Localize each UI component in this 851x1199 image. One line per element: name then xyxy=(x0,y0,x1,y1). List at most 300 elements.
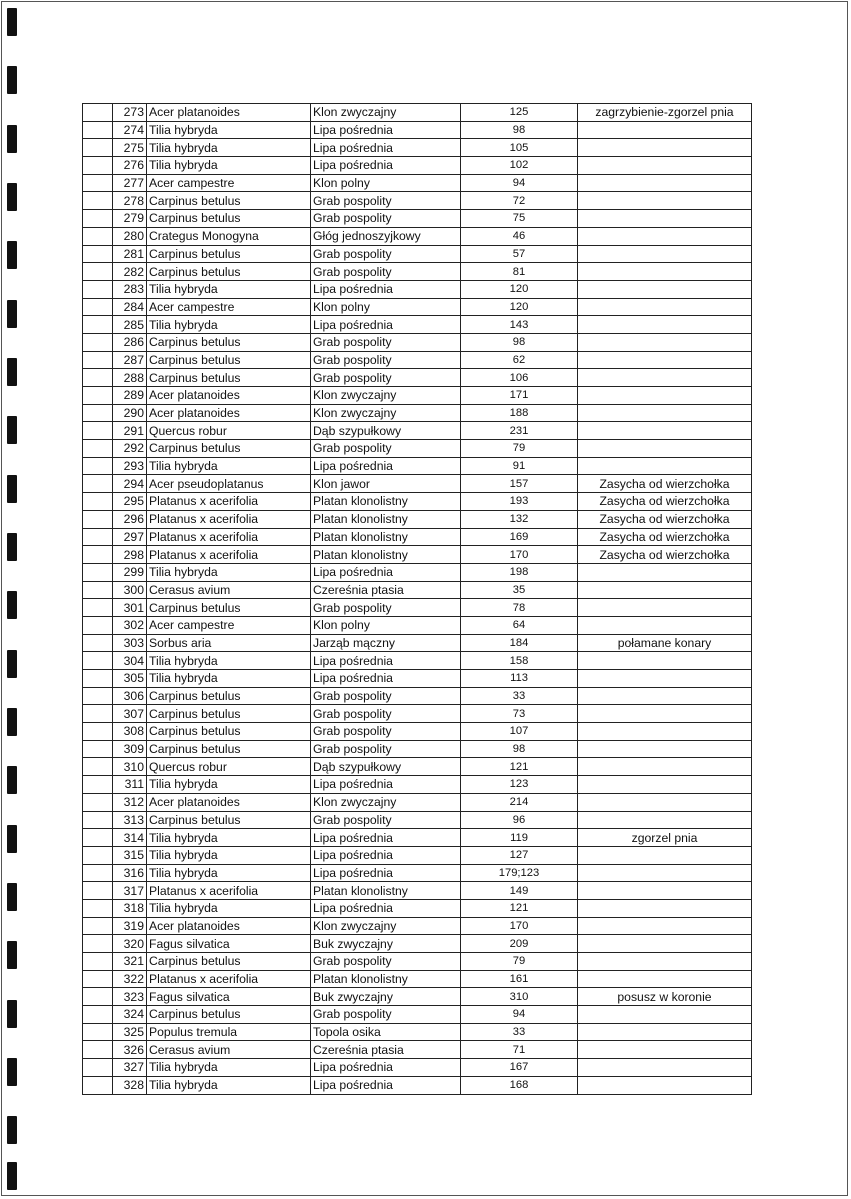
circumference-cell: 46 xyxy=(461,227,578,245)
polish-name-cell: Lipa pośrednia xyxy=(311,864,461,882)
polish-name-cell: Platan klonolistny xyxy=(311,546,461,564)
blank-cell xyxy=(83,776,113,794)
polish-name-cell: Platan klonolistny xyxy=(311,493,461,511)
note-cell xyxy=(578,670,752,688)
circumference-cell: 168 xyxy=(461,1076,578,1094)
tree-number-cell: 328 xyxy=(113,1076,147,1094)
blank-cell xyxy=(83,652,113,670)
latin-name-cell: Carpinus betulus xyxy=(147,210,311,228)
circumference-cell: 158 xyxy=(461,652,578,670)
tree-number-cell: 304 xyxy=(113,652,147,670)
tree-number-cell: 322 xyxy=(113,970,147,988)
polish-name-cell: Platan klonolistny xyxy=(311,970,461,988)
table-row xyxy=(83,917,752,935)
polish-name-cell: Grab pospolity xyxy=(311,705,461,723)
note-cell: Zasycha od wierzchołka xyxy=(578,546,752,564)
tree-number-cell: 281 xyxy=(113,245,147,263)
circumference-cell: 75 xyxy=(461,210,578,228)
note-cell xyxy=(578,776,752,794)
circumference-cell: 98 xyxy=(461,740,578,758)
note-cell xyxy=(578,935,752,953)
note-cell xyxy=(578,298,752,316)
polish-name-cell: Lipa pośrednia xyxy=(311,139,461,157)
note-cell xyxy=(578,1041,752,1059)
blank-cell xyxy=(83,227,113,245)
tree-number-cell: 298 xyxy=(113,546,147,564)
blank-cell xyxy=(83,1006,113,1024)
polish-name-cell: Klon polny xyxy=(311,298,461,316)
tree-number-cell: 310 xyxy=(113,758,147,776)
blank-cell xyxy=(83,1041,113,1059)
note-cell xyxy=(578,864,752,882)
latin-name-cell: Carpinus betulus xyxy=(147,440,311,458)
punch-mark xyxy=(7,766,17,794)
circumference-cell: 106 xyxy=(461,369,578,387)
table-row xyxy=(83,864,752,882)
table-row xyxy=(83,263,752,281)
polish-name-cell: Grab pospolity xyxy=(311,210,461,228)
latin-name-cell: Fagus silvatica xyxy=(147,988,311,1006)
tree-number-cell: 274 xyxy=(113,121,147,139)
punch-mark xyxy=(7,183,17,211)
note-cell xyxy=(578,333,752,351)
blank-cell xyxy=(83,404,113,422)
circumference-cell: 94 xyxy=(461,1006,578,1024)
table-row xyxy=(83,793,752,811)
table-row xyxy=(83,846,752,864)
punch-mark xyxy=(7,416,17,444)
note-cell xyxy=(578,846,752,864)
note-cell: Zasycha od wierzchołka xyxy=(578,510,752,528)
table-row xyxy=(83,882,752,900)
table-row xyxy=(83,970,752,988)
note-cell xyxy=(578,581,752,599)
circumference-cell: 127 xyxy=(461,846,578,864)
latin-name-cell: Carpinus betulus xyxy=(147,192,311,210)
tree-number-cell: 326 xyxy=(113,1041,147,1059)
circumference-cell: 167 xyxy=(461,1059,578,1077)
binder-punch-marks xyxy=(7,0,19,1199)
latin-name-cell: Tilia hybryda xyxy=(147,457,311,475)
blank-cell xyxy=(83,121,113,139)
circumference-cell: 81 xyxy=(461,263,578,281)
polish-name-cell: Lipa pośrednia xyxy=(311,280,461,298)
polish-name-cell: Grab pospolity xyxy=(311,245,461,263)
polish-name-cell: Klon polny xyxy=(311,174,461,192)
blank-cell xyxy=(83,333,113,351)
circumference-cell: 120 xyxy=(461,280,578,298)
tree-number-cell: 318 xyxy=(113,899,147,917)
tree-number-cell: 280 xyxy=(113,227,147,245)
tree-number-cell: 292 xyxy=(113,440,147,458)
blank-cell xyxy=(83,298,113,316)
note-cell xyxy=(578,652,752,670)
tree-number-cell: 309 xyxy=(113,740,147,758)
latin-name-cell: Carpinus betulus xyxy=(147,333,311,351)
latin-name-cell: Tilia hybryda xyxy=(147,776,311,794)
note-cell xyxy=(578,157,752,175)
blank-cell xyxy=(83,174,113,192)
circumference-cell: 96 xyxy=(461,811,578,829)
punch-mark xyxy=(7,708,17,736)
tree-number-cell: 287 xyxy=(113,351,147,369)
polish-name-cell: Czereśnia ptasia xyxy=(311,581,461,599)
blank-cell xyxy=(83,157,113,175)
blank-cell xyxy=(83,263,113,281)
tree-number-cell: 303 xyxy=(113,634,147,652)
table-row xyxy=(83,510,752,528)
circumference-cell: 119 xyxy=(461,829,578,847)
tree-number-cell: 320 xyxy=(113,935,147,953)
polish-name-cell: Grab pospolity xyxy=(311,811,461,829)
blank-cell xyxy=(83,422,113,440)
tree-number-cell: 288 xyxy=(113,369,147,387)
tree-number-cell: 302 xyxy=(113,616,147,634)
note-cell xyxy=(578,970,752,988)
punch-mark xyxy=(7,1116,17,1144)
polish-name-cell: Klon zwyczajny xyxy=(311,387,461,405)
table-row xyxy=(83,174,752,192)
table-row xyxy=(83,1076,752,1094)
note-cell xyxy=(578,687,752,705)
latin-name-cell: Carpinus betulus xyxy=(147,245,311,263)
blank-cell xyxy=(83,953,113,971)
circumference-cell: 198 xyxy=(461,563,578,581)
circumference-cell: 121 xyxy=(461,758,578,776)
circumference-cell: 35 xyxy=(461,581,578,599)
blank-cell xyxy=(83,705,113,723)
circumference-cell: 169 xyxy=(461,528,578,546)
table-row xyxy=(83,563,752,581)
latin-name-cell: Acer campestre xyxy=(147,174,311,192)
note-cell xyxy=(578,616,752,634)
latin-name-cell: Platanus x acerifolia xyxy=(147,882,311,900)
circumference-cell: 209 xyxy=(461,935,578,953)
table-row xyxy=(83,280,752,298)
table-row xyxy=(83,245,752,263)
polish-name-cell: Grab pospolity xyxy=(311,723,461,741)
circumference-cell: 193 xyxy=(461,493,578,511)
blank-cell xyxy=(83,493,113,511)
punch-mark xyxy=(7,650,17,678)
blank-cell xyxy=(83,440,113,458)
table-row xyxy=(83,599,752,617)
note-cell xyxy=(578,404,752,422)
note-cell xyxy=(578,351,752,369)
latin-name-cell: Platanus x acerifolia xyxy=(147,528,311,546)
blank-cell xyxy=(83,581,113,599)
punch-mark xyxy=(7,475,17,503)
table-row xyxy=(83,157,752,175)
table-row xyxy=(83,546,752,564)
latin-name-cell: Tilia hybryda xyxy=(147,670,311,688)
note-cell xyxy=(578,705,752,723)
polish-name-cell: Platan klonolistny xyxy=(311,882,461,900)
circumference-cell: 33 xyxy=(461,1023,578,1041)
punch-mark xyxy=(7,941,17,969)
blank-cell xyxy=(83,670,113,688)
table-row xyxy=(83,616,752,634)
table-row xyxy=(83,652,752,670)
blank-cell xyxy=(83,723,113,741)
tree-number-cell: 324 xyxy=(113,1006,147,1024)
blank-cell xyxy=(83,988,113,1006)
note-cell xyxy=(578,599,752,617)
blank-cell xyxy=(83,528,113,546)
table-row xyxy=(83,581,752,599)
latin-name-cell: Cerasus avium xyxy=(147,1041,311,1059)
table-row xyxy=(83,104,752,122)
polish-name-cell: Jarząb mączny xyxy=(311,634,461,652)
latin-name-cell: Tilia hybryda xyxy=(147,157,311,175)
note-cell xyxy=(578,422,752,440)
latin-name-cell: Tilia hybryda xyxy=(147,846,311,864)
circumference-cell: 170 xyxy=(461,917,578,935)
circumference-cell: 91 xyxy=(461,457,578,475)
table-row xyxy=(83,457,752,475)
tree-number-cell: 314 xyxy=(113,829,147,847)
table-row xyxy=(83,298,752,316)
circumference-cell: 73 xyxy=(461,705,578,723)
circumference-cell: 120 xyxy=(461,298,578,316)
latin-name-cell: Crategus Monogyna xyxy=(147,227,311,245)
polish-name-cell: Lipa pośrednia xyxy=(311,899,461,917)
note-cell: połamane konary xyxy=(578,634,752,652)
circumference-cell: 121 xyxy=(461,899,578,917)
polish-name-cell: Lipa pośrednia xyxy=(311,457,461,475)
tree-number-cell: 313 xyxy=(113,811,147,829)
table-row xyxy=(83,829,752,847)
note-cell xyxy=(578,457,752,475)
polish-name-cell: Czereśnia ptasia xyxy=(311,1041,461,1059)
punch-mark xyxy=(7,591,17,619)
table-row xyxy=(83,1006,752,1024)
latin-name-cell: Tilia hybryda xyxy=(147,563,311,581)
blank-cell xyxy=(83,192,113,210)
latin-name-cell: Carpinus betulus xyxy=(147,953,311,971)
blank-cell xyxy=(83,882,113,900)
table-row xyxy=(83,811,752,829)
punch-mark xyxy=(7,66,17,94)
tree-number-cell: 312 xyxy=(113,793,147,811)
latin-name-cell: Platanus x acerifolia xyxy=(147,546,311,564)
table-row xyxy=(83,687,752,705)
latin-name-cell: Tilia hybryda xyxy=(147,899,311,917)
note-cell xyxy=(578,139,752,157)
table-row xyxy=(83,988,752,1006)
table-row xyxy=(83,422,752,440)
tree-number-cell: 315 xyxy=(113,846,147,864)
latin-name-cell: Acer platanoides xyxy=(147,917,311,935)
latin-name-cell: Tilia hybryda xyxy=(147,1059,311,1077)
note-cell xyxy=(578,1006,752,1024)
blank-cell xyxy=(83,793,113,811)
blank-cell xyxy=(83,616,113,634)
note-cell xyxy=(578,121,752,139)
circumference-cell: 170 xyxy=(461,546,578,564)
latin-name-cell: Tilia hybryda xyxy=(147,864,311,882)
latin-name-cell: Carpinus betulus xyxy=(147,263,311,281)
blank-cell xyxy=(83,245,113,263)
table-row xyxy=(83,121,752,139)
note-cell xyxy=(578,811,752,829)
polish-name-cell: Dąb szypułkowy xyxy=(311,422,461,440)
note-cell xyxy=(578,917,752,935)
note-cell xyxy=(578,280,752,298)
table-row xyxy=(83,705,752,723)
tree-number-cell: 323 xyxy=(113,988,147,1006)
table-row xyxy=(83,634,752,652)
note-cell xyxy=(578,316,752,334)
note-cell: Zasycha od wierzchołka xyxy=(578,493,752,511)
polish-name-cell: Klon jawor xyxy=(311,475,461,493)
blank-cell xyxy=(83,351,113,369)
note-cell xyxy=(578,387,752,405)
note-cell xyxy=(578,192,752,210)
circumference-cell: 161 xyxy=(461,970,578,988)
polish-name-cell: Platan klonolistny xyxy=(311,510,461,528)
latin-name-cell: Platanus x acerifolia xyxy=(147,493,311,511)
tree-number-cell: 308 xyxy=(113,723,147,741)
punch-mark xyxy=(7,241,17,269)
circumference-cell: 72 xyxy=(461,192,578,210)
circumference-cell: 94 xyxy=(461,174,578,192)
table-row xyxy=(83,740,752,758)
circumference-cell: 62 xyxy=(461,351,578,369)
table-row xyxy=(83,953,752,971)
circumference-cell: 78 xyxy=(461,599,578,617)
blank-cell xyxy=(83,510,113,528)
note-cell: zgorzel pnia xyxy=(578,829,752,847)
tree-number-cell: 321 xyxy=(113,953,147,971)
polish-name-cell: Klon zwyczajny xyxy=(311,404,461,422)
note-cell xyxy=(578,758,752,776)
latin-name-cell: Acer platanoides xyxy=(147,793,311,811)
blank-cell xyxy=(83,563,113,581)
table-row xyxy=(83,899,752,917)
blank-cell xyxy=(83,1076,113,1094)
latin-name-cell: Tilia hybryda xyxy=(147,316,311,334)
latin-name-cell: Tilia hybryda xyxy=(147,652,311,670)
circumference-cell: 184 xyxy=(461,634,578,652)
latin-name-cell: Carpinus betulus xyxy=(147,723,311,741)
polish-name-cell: Grab pospolity xyxy=(311,192,461,210)
tree-number-cell: 311 xyxy=(113,776,147,794)
tree-number-cell: 293 xyxy=(113,457,147,475)
blank-cell xyxy=(83,899,113,917)
latin-name-cell: Fagus silvatica xyxy=(147,935,311,953)
polish-name-cell: Grab pospolity xyxy=(311,740,461,758)
tree-number-cell: 278 xyxy=(113,192,147,210)
polish-name-cell: Lipa pośrednia xyxy=(311,652,461,670)
punch-mark xyxy=(7,883,17,911)
circumference-cell: 105 xyxy=(461,139,578,157)
latin-name-cell: Acer pseudoplatanus xyxy=(147,475,311,493)
tree-number-cell: 283 xyxy=(113,280,147,298)
polish-name-cell: Grab pospolity xyxy=(311,369,461,387)
polish-name-cell: Grab pospolity xyxy=(311,953,461,971)
polish-name-cell: Lipa pośrednia xyxy=(311,1076,461,1094)
tree-number-cell: 279 xyxy=(113,210,147,228)
note-cell xyxy=(578,263,752,281)
tree-number-cell: 296 xyxy=(113,510,147,528)
polish-name-cell: Topola osika xyxy=(311,1023,461,1041)
table-row xyxy=(83,387,752,405)
note-cell: zagrzybienie-zgorzel pnia xyxy=(578,104,752,122)
tree-number-cell: 295 xyxy=(113,493,147,511)
tree-number-cell: 299 xyxy=(113,563,147,581)
table-row xyxy=(83,1059,752,1077)
circumference-cell: 143 xyxy=(461,316,578,334)
circumference-cell: 125 xyxy=(461,104,578,122)
table-row xyxy=(83,723,752,741)
blank-cell xyxy=(83,210,113,228)
circumference-cell: 231 xyxy=(461,422,578,440)
punch-mark xyxy=(7,8,17,36)
table-row xyxy=(83,139,752,157)
note-cell xyxy=(578,899,752,917)
circumference-cell: 123 xyxy=(461,776,578,794)
circumference-cell: 157 xyxy=(461,475,578,493)
table-row xyxy=(83,316,752,334)
latin-name-cell: Acer platanoides xyxy=(147,404,311,422)
blank-cell xyxy=(83,475,113,493)
blank-cell xyxy=(83,970,113,988)
latin-name-cell: Cerasus avium xyxy=(147,581,311,599)
blank-cell xyxy=(83,139,113,157)
note-cell xyxy=(578,953,752,971)
table-row xyxy=(83,440,752,458)
note-cell xyxy=(578,723,752,741)
table-row xyxy=(83,351,752,369)
tree-number-cell: 291 xyxy=(113,422,147,440)
blank-cell xyxy=(83,546,113,564)
polish-name-cell: Klon zwyczajny xyxy=(311,104,461,122)
table-row xyxy=(83,210,752,228)
latin-name-cell: Quercus robur xyxy=(147,758,311,776)
latin-name-cell: Tilia hybryda xyxy=(147,121,311,139)
latin-name-cell: Carpinus betulus xyxy=(147,599,311,617)
polish-name-cell: Grab pospolity xyxy=(311,351,461,369)
polish-name-cell: Buk zwyczajny xyxy=(311,935,461,953)
note-cell xyxy=(578,210,752,228)
tree-table-body xyxy=(83,104,752,1095)
circumference-cell: 79 xyxy=(461,953,578,971)
punch-mark xyxy=(7,1000,17,1028)
circumference-cell: 310 xyxy=(461,988,578,1006)
note-cell xyxy=(578,793,752,811)
blank-cell xyxy=(83,316,113,334)
polish-name-cell: Grab pospolity xyxy=(311,263,461,281)
polish-name-cell: Klon polny xyxy=(311,616,461,634)
table-row xyxy=(83,227,752,245)
tree-number-cell: 297 xyxy=(113,528,147,546)
tree-number-cell: 316 xyxy=(113,864,147,882)
tree-number-cell: 300 xyxy=(113,581,147,599)
polish-name-cell: Grab pospolity xyxy=(311,687,461,705)
note-cell xyxy=(578,740,752,758)
latin-name-cell: Carpinus betulus xyxy=(147,705,311,723)
tree-number-cell: 319 xyxy=(113,917,147,935)
table-row xyxy=(83,670,752,688)
polish-name-cell: Dąb szypułkowy xyxy=(311,758,461,776)
tree-number-cell: 327 xyxy=(113,1059,147,1077)
blank-cell xyxy=(83,457,113,475)
table-row xyxy=(83,493,752,511)
latin-name-cell: Acer platanoides xyxy=(147,104,311,122)
latin-name-cell: Quercus robur xyxy=(147,422,311,440)
table-row xyxy=(83,333,752,351)
